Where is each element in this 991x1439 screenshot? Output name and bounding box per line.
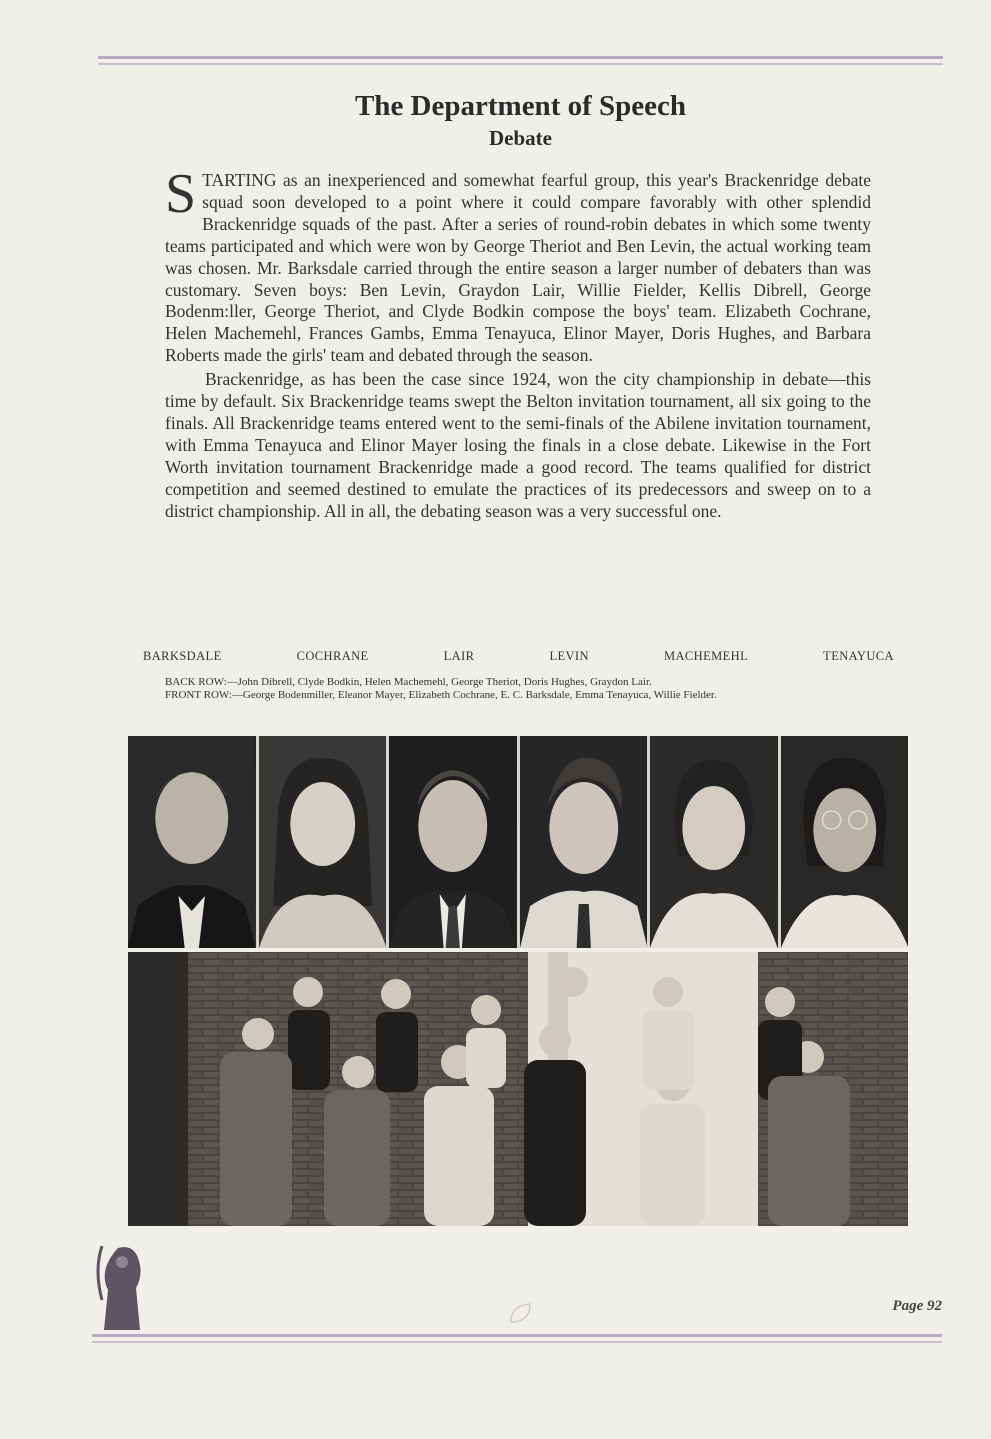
portrait-photo <box>389 736 517 948</box>
portrait-photo <box>520 736 648 948</box>
portrait-names-row <box>143 649 894 664</box>
school-emblem-icon <box>88 1240 158 1335</box>
portrait-name: LEVIN <box>549 649 589 663</box>
rule-line <box>92 1334 942 1337</box>
page-number: Page 92 <box>892 1298 942 1314</box>
rule-line <box>92 1341 942 1343</box>
portrait-strip <box>128 736 908 948</box>
rule-line <box>98 56 943 59</box>
portrait-name: BARKSDALE <box>143 649 222 663</box>
page-subtitle: Debate <box>489 126 552 150</box>
paragraph-1-text: TARTING as an inexperienced and somewhat fearful group, this year's Brackenridge debate squad soon developed to a point where it could compare favorably with other splendid Brackenridge squads of the past. After a series of round-robin debates in which some twenty teams participated and which were won by George Theriot and Ben Levin, the actual working team was chosen. Mr. Barksdale carried through the entire season a larger number of debaters than was customary. Seven boys: Ben Levin, Graydon Lair, Willie Fielder, Kellis Dibrell, George Bodenm:ller, George Theriot, and Clyde Bodkin compose the boys' team. Elizabeth Cochrane, Helen Machemehl, Frances Gambs, Emma Tenayuca, Elinor Mayer, Doris Hughes, and Barbara Roberts made the girls' team and debated through the season. <box>165 170 871 366</box>
group-photo-caption <box>165 676 871 701</box>
leaf-icon <box>508 1300 534 1326</box>
paragraph-2: Brackenridge, as has been the case since 1924, won the city championship in debate—this time by default. Six Brackenridge teams swept the Belton invitation tournament, all six going to the finals. All Brackenridge teams entered went to the semi-finals of the Abilene invitation tournament, with Emma Tenayuca and Elinor Mayer losing the finals in a close debate. Likewise in the Fort Worth invitation tournament Brackenridge made a good record. The teams qualified for district competition and seemed destined to emulate the practices of its predecessors and sweep on to a district championship. All in all, the debating season was a very successful one. <box>165 369 871 521</box>
portrait-photo <box>259 736 387 948</box>
top-decorative-rule <box>98 56 943 69</box>
caption-front-row: FRONT ROW:—George Bodenmiller, Eleanor Mayer, Elizabeth Cochrane, E. C. Barksdale, Emma Tenayuca, Willie Fielder. <box>165 688 717 701</box>
page-title: The Department of Speech <box>354 90 687 122</box>
rule-line <box>98 63 943 65</box>
portrait-name: COCHRANE <box>296 649 369 663</box>
drop-cap: S <box>165 163 197 225</box>
portrait-name: TENAYUCA <box>823 649 894 663</box>
portrait-name: MACHEMEHL <box>663 649 749 663</box>
bottom-decorative-rule <box>92 1334 942 1347</box>
portrait-photo <box>781 736 909 948</box>
portrait-photo <box>128 736 256 948</box>
paragraph-1 <box>165 163 871 367</box>
article-body <box>165 163 871 523</box>
group-photo <box>128 952 908 1226</box>
caption-back-row: BACK ROW:—John Dibrell, Clyde Bodkin, Helen Machemehl, George Theriot, Doris Hughes, Graydon Lair. <box>165 676 652 688</box>
portrait-photo <box>650 736 778 948</box>
portrait-name: LAIR <box>443 649 475 663</box>
